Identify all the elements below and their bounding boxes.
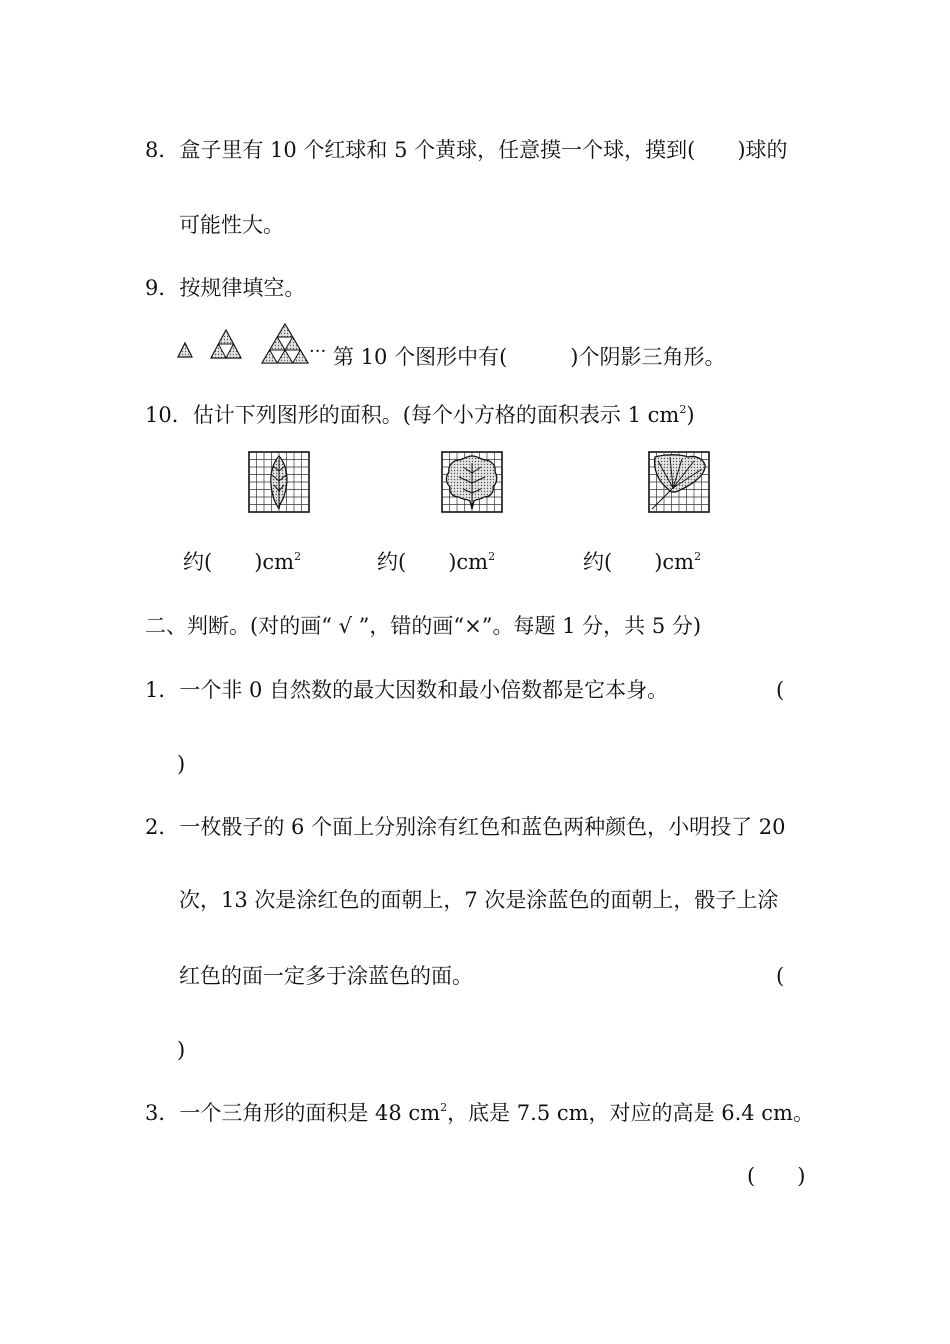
q9-ellipsis: ··· bbox=[309, 341, 327, 362]
section2-heading: 二、判断。(对的画“ √ ”，错的画“×”。每题 1 分，共 5 分) bbox=[145, 614, 702, 638]
j1-text: 1．一个非 0 自然数的最大因数和最小倍数都是它本身。 bbox=[145, 678, 669, 702]
leaf-grid-figure-1 bbox=[248, 451, 310, 513]
j2-paren-open: ( bbox=[776, 964, 785, 988]
j3-answer-blank: ( ) bbox=[747, 1164, 806, 1188]
triangle-pattern-figures bbox=[172, 320, 317, 368]
j2-line3: 红色的面一定多于涂蓝色的面。 bbox=[179, 964, 473, 988]
triangle-figure-2 bbox=[211, 330, 241, 358]
q10-text: 10．估计下列图形的面积。(每个小方格的面积表示 1 $cm^2$) bbox=[145, 403, 695, 427]
q10-answer-2: 约( )$cm^2$ bbox=[377, 550, 496, 574]
ginkgo-grid-figure-3 bbox=[648, 451, 710, 513]
q10-answer-3: 约( )$cm^2$ bbox=[583, 550, 702, 574]
triangle-figure-3 bbox=[262, 324, 308, 363]
j2-line2: 次，13 次是涂红色的面朝上，7 次是涂蓝色的面朝上，骰子上涂 bbox=[179, 888, 779, 912]
q8-line2: 可能性大。 bbox=[179, 213, 284, 237]
q8-line1: 8．盒子里有 10 个红球和 5 个黄球，任意摸一个球，摸到( )球的 bbox=[145, 138, 788, 162]
q10-answer-1: 约( )$cm^2$ bbox=[183, 550, 302, 574]
j2-paren-close: ) bbox=[177, 1038, 186, 1062]
j2-line1: 2．一枚骰子的 6 个面上分别涂有红色和蓝色两种颜色，小明投了 20 bbox=[145, 815, 786, 839]
j1-paren-open: ( bbox=[776, 678, 785, 702]
q9-text: 第 10 个图形中有( )个阴影三角形。 bbox=[333, 345, 726, 369]
triangle-figure-1 bbox=[178, 343, 192, 357]
j3-text: 3．一个三角形的面积是 48 $cm^2$，底是 7.5 cm，对应的高是 6.4 cm。 bbox=[145, 1101, 814, 1125]
q9-title: 9．按规律填空。 bbox=[145, 276, 306, 300]
j1-paren-close: ) bbox=[177, 752, 186, 776]
leaf-grid-figure-2 bbox=[441, 451, 503, 513]
